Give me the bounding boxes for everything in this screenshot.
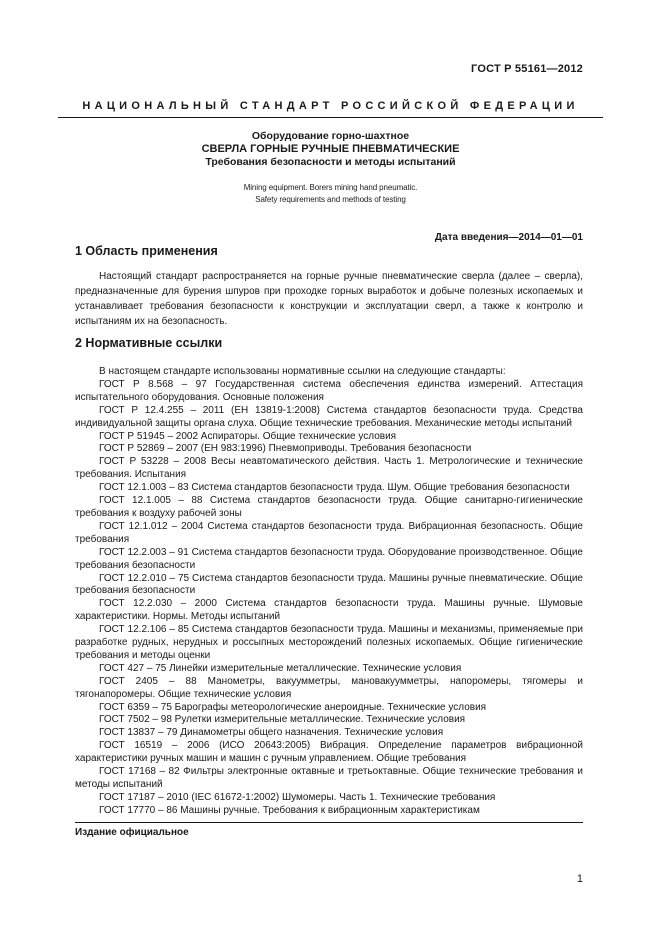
section-1-heading: 1 Область применения bbox=[75, 244, 218, 258]
section-2-heading: 2 Нормативные ссылки bbox=[75, 336, 223, 350]
reference-item: ГОСТ Р 12.4.255 – 2011 (ЕН 13819-1:2008) Система стандартов безопасности труда. Средства индивидуальной защиты органа слуха. Общие технические требования. Механические методы испытаний bbox=[75, 404, 583, 429]
reference-item: ГОСТ 12.1.012 – 2004 Система стандартов безопасности труда. Вибрационная безопасность. Общие требования bbox=[75, 520, 583, 545]
reference-item: ГОСТ 16519 – 2006 (ИСО 20643:2005) Вибрация. Определение параметров вибрационной характеристики ручных машин и машин с ручным управлением. Общие требования bbox=[75, 740, 583, 765]
reference-item: ГОСТ 12.2.030 – 2000 Система стандартов безопасности труда. Машины ручные. Шумовые характеристики. Нормы. Методы испытаний bbox=[75, 598, 583, 623]
normative-references bbox=[75, 366, 583, 818]
reference-item: ГОСТ 427 – 75 Линейки измерительные металлические. Технические условия bbox=[99, 662, 462, 674]
national-standard-heading: НАЦИОНАЛЬНЫЙ СТАНДАРТ РОССИЙСКОЙ ФЕДЕРАЦИИ bbox=[82, 100, 579, 112]
section-1-paragraph: Настоящий стандарт распространяется на горные ручные пневматические сверла (далее – сверла), предназначенные для бурения шпуров при проходке горных выработок и добыче полезных ископаемых и устанавливает требования безопасности к конструкции и эксплуатации сверл, а также к контролю и испытаниям их на безопасность. bbox=[75, 271, 583, 327]
footer-rule bbox=[75, 822, 583, 823]
reference-item: ГОСТ Р 52869 – 2007 (ЕН 983:1996) Пневмоприводы. Требования безопасности bbox=[99, 443, 472, 455]
reference-item: ГОСТ 17187 – 2010 (IEC 61672-1:2002) Шумомеры. Часть 1. Технические требования bbox=[99, 791, 496, 803]
reference-item: ГОСТ 12.2.106 – 85 Система стандартов безопасности труда. Машины и механизмы, применяемые при разработке рудных, нерудных и россыпных месторождений полезных ископаемых. Общие гигиенические требования и методы оценки bbox=[75, 624, 583, 661]
page-number: 1 bbox=[576, 873, 583, 885]
reference-item: ГОСТ Р 51945 – 2002 Аспираторы. Общие технические условия bbox=[99, 430, 397, 442]
english-title bbox=[58, 182, 603, 206]
title-line-1: Оборудование горно-шахтное bbox=[251, 130, 410, 142]
english-title-line-1: Mining equipment. Borers mining hand pneumatic. bbox=[243, 183, 418, 192]
reference-item: ГОСТ 17168 – 82 Фильтры электронные октавные и третьоктавные. Общие технические требования и методы испытаний bbox=[75, 766, 583, 790]
title-line-3: Требования безопасности и методы испытаний bbox=[205, 156, 456, 168]
reference-item: ГОСТ 17770 – 86 Машины ручные. Требования к вибрационным характеристикам bbox=[99, 804, 480, 816]
reference-item: ГОСТ Р 53228 – 2008 Весы неавтоматического действия. Часть 1. Метрологические и технические требования. Испытания bbox=[75, 456, 583, 481]
section-1-text bbox=[75, 269, 583, 329]
reference-item: ГОСТ 6359 – 75 Барографы метеорологические анероидные. Технические условия bbox=[99, 701, 487, 713]
introduction-date: Дата введения—2014—01—01 bbox=[434, 232, 583, 243]
reference-item: ГОСТ 12.1.005 – 88 Система стандартов безопасности труда. Общие санитарно-гигиенические требования к воздуху рабочей зоны bbox=[75, 495, 583, 519]
official-edition-note: Издание официальное bbox=[75, 827, 189, 838]
reference-item: ГОСТ 2405 – 88 Манометры, вакуумметры, мановакуумметры, напоромеры, тягомеры и тягонапоромеры. Общие технические условия bbox=[75, 675, 583, 700]
reference-item: ГОСТ 12.2.003 – 91 Система стандартов безопасности труда. Оборудование производственное. Общие требования безопасности bbox=[75, 546, 583, 571]
reference-item: ГОСТ 12.2.010 – 75 Система стандартов безопасности труда. Машины ручные пневматические. Общие требования безопасности bbox=[75, 572, 583, 597]
reference-item: ГОСТ 7502 – 98 Рулетки измерительные металлические. Технические условия bbox=[99, 714, 466, 726]
title-block bbox=[58, 130, 603, 169]
title-line-2: СВЕРЛА ГОРНЫЕ РУЧНЫЕ ПНЕВМАТИЧЕСКИЕ bbox=[201, 143, 460, 155]
reference-item: ГОСТ 13837 – 79 Динамометры общего назначения. Технические условия bbox=[99, 727, 444, 739]
document-code: ГОСТ Р 55161—2012 bbox=[471, 63, 583, 75]
references-intro: В настоящем стандарте использованы нормативные ссылки на следующие стандарты: bbox=[99, 366, 506, 377]
english-title-line-2: Safety requirements and methods of testing bbox=[255, 195, 406, 204]
reference-item: ГОСТ Р 8.568 – 97 Государственная система обеспечения единства измерений. Аттестация испытательного оборудования. Основные положения bbox=[75, 378, 583, 403]
header-rule bbox=[58, 117, 603, 118]
reference-item: ГОСТ 12.1.003 – 83 Система стандартов безопасности труда. Шум. Общие требования безопасности bbox=[99, 482, 570, 494]
